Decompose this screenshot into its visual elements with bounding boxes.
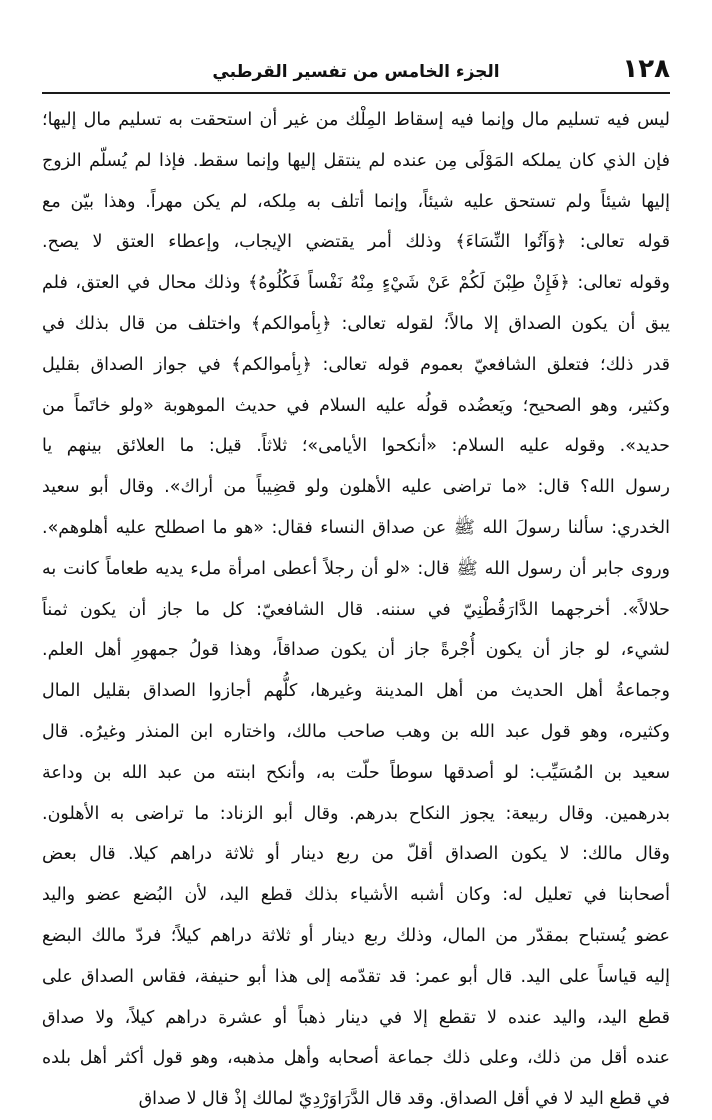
text-line: يبق أن يكون الصداق إلا مالاً؛ لقوله تعالى: ﴿بِأموالكم﴾ واختلف من قال بذلك في bbox=[42, 313, 670, 334]
text-line: حديد». وقوله عليه السلام: «أنكحوا الأيامى»؛ ثلاثاً. قيل: ما العلائق بينهم يا bbox=[42, 436, 670, 457]
text-line: قوله تعالى: ﴿وَآتُوا النِّسَاءَ﴾ وذلك أمر يقتضي الإيجاب، وإعطاء العتق لا يصح. bbox=[42, 232, 670, 253]
text-line: قطع اليد، واليد عنده لا تقطع إلا في دينار ذهباً أو عشرة دراهم كيلاً، ولا صداق bbox=[42, 1007, 670, 1028]
text-line: وجماعةُ أهل الحديث من أهل المدينة وغيرها، كلُّهم أجازوا الصداق بقليل المال bbox=[42, 681, 670, 702]
text-line: وكثير، وهو الصحيح؛ ويَعضُده قولُه عليه السلام في حديث الموهوبة «ولو خاتَماً من bbox=[42, 395, 670, 416]
text-line: فإن الذي كان يملكه المَوْلَى مِن عنده لم ينتقل إليها وإنما سقط. فإذا لم يُسلّم الزوج bbox=[42, 150, 670, 171]
running-title: الجزء الخامس من تفسير القرطبي bbox=[212, 62, 500, 82]
text-line: ليس فيه تسليم مال وإنما فيه إسقاط المِلْك من غير أن استحقت به تسليم مال إليها؛ bbox=[42, 110, 670, 130]
text-line: وروى جابر أن رسول الله ﷺ قال: «لو أن رجلاً أعطى امرأة ملء يديه طعاماً كانت به bbox=[42, 558, 670, 579]
text-line: وقوله تعالى: ﴿فَإِنْ طِبْنَ لَكُمْ عَنْ شَيْءٍ مِنْهُ نَفْساً فَكُلُوهُ﴾ وذلك محال في العتق، فلم bbox=[42, 273, 670, 294]
text-line: إليها شيئاً ولم تستحق عليه شيئاً، وإنما أتلف به مِلكه، لم يكن مهراً. وهذا بيّن مع bbox=[42, 191, 670, 212]
text-line: سعيد بن المُسَيِّب: لو أصدقها سوطاً حلّت به، وأنكح ابنته من عبد الله بن وداعة bbox=[42, 762, 670, 783]
page-number: ١٢٨ bbox=[622, 54, 670, 84]
text-line: عضو يُستباح بمقدّر من المال، وذلك ربع دينار أو ثلاثة دراهم كيلاً؛ فردّ مالك البضع bbox=[42, 925, 670, 946]
text-line: بدرهمين. وقال ربيعة: يجوز النكاح بدرهم. وقال أبو الزناد: ما تراضى به الأهلون. bbox=[42, 803, 670, 824]
body-text bbox=[42, 100, 670, 1120]
page-header bbox=[42, 48, 670, 94]
text-line: إليه قياساً على اليد. قال أبو عمر: قد تقدّمه إلى هذا أبو حنيفة، فقاس الصداق على bbox=[42, 966, 670, 987]
text-line: رسول الله؟ قال: «ما تراضى عليه الأهلون ولو قضِيباً من أراك». وقال أبو سعيد bbox=[42, 477, 670, 498]
text-line: وقال مالك: لا يكون الصداق أقلّ من ربع دينار أو ثلاثة دراهم كيلا. قال بعض bbox=[42, 844, 670, 865]
text-line: حلالاً». أخرجهما الدَّارَقُطْنِيّ في سننه. قال الشافعيّ: كل ما جاز أن يكون ثمناً bbox=[42, 599, 670, 620]
text-line: قدر ذلك؛ فتعلق الشافعيّ بعموم قوله تعالى: ﴿بِأموالكم﴾ في جواز الصداق بقليل bbox=[42, 354, 670, 375]
text-line: عنده أقل من ذلك، وعلى ذلك جماعة أصحابه وأهل مذهبه، وهو قول أكثر أهل بلده bbox=[42, 1048, 670, 1069]
text-line: لشيء، لو جاز أن يكون أُجْرةً جاز أن يكون صداقاً، وهذا قولُ جمهورِ أهل العلم. bbox=[42, 640, 670, 661]
text-line: وكثيره، وهو قول عبد الله بن وهب صاحب مالك، واختاره ابن المنذر وغيرُه. قال bbox=[42, 721, 670, 742]
text-line: أصحابنا في تعليل له: وكان أشبه الأشياء بذلك قطع اليد، لأن البُضع عضو واليد bbox=[42, 885, 670, 906]
text-line: الخدري: سألنا رسولَ الله ﷺ عن صداق النساء فقال: «هو ما اصطلح عليه أهلوهم». bbox=[42, 517, 670, 538]
text-line: في قطع اليد لا في أقل الصداق. وقد قال الدَّرَاوَرْدِيّ لمالك إذْ قال لا صداق bbox=[138, 1089, 670, 1110]
